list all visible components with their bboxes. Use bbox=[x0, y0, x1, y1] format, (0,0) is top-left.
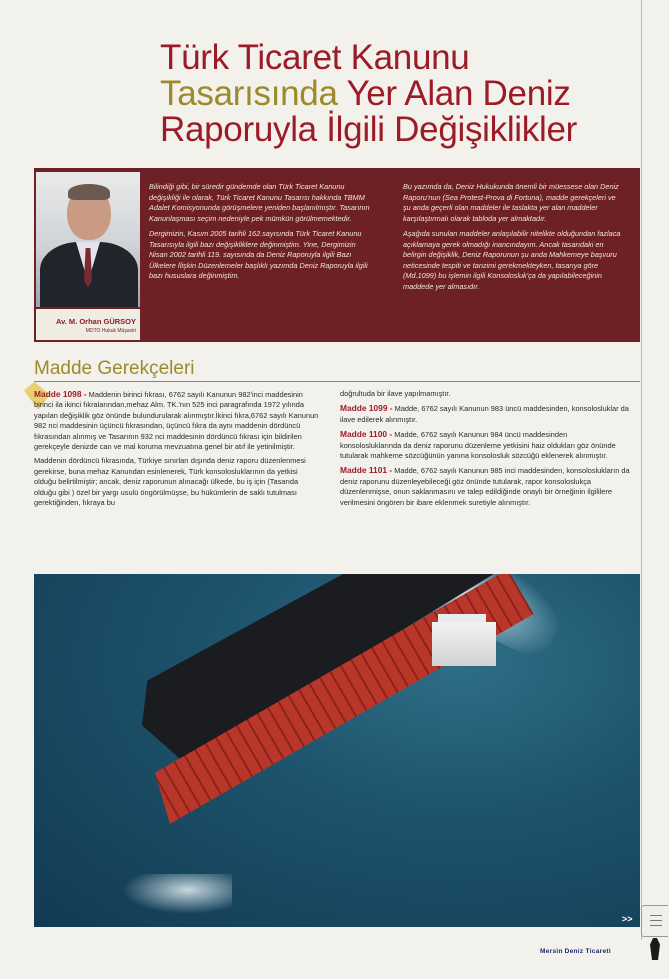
title-line-2 bbox=[160, 76, 630, 112]
page-corner-mark bbox=[650, 938, 660, 960]
article-title bbox=[160, 40, 630, 148]
side-tab-line bbox=[650, 915, 662, 916]
section-rule bbox=[34, 381, 640, 382]
intro-column-2 bbox=[403, 182, 625, 297]
author-hair bbox=[68, 184, 110, 200]
publication-name-b: Deniz Ticareti bbox=[564, 948, 611, 955]
title-line-1: Türk Ticaret Kanunu bbox=[160, 38, 470, 77]
author-name: Av. M. Orhan GÜRSOY bbox=[55, 317, 136, 326]
continue-marker: >> bbox=[622, 914, 633, 924]
article-text: Madde, 6762 sayılı Kanunun 985 inci maddesinden, konsoloslukların da deniz raporunu düzenleyebileceği göz önünde tutularak, rapor konsoloslukça düzenlenmişse, onun saklanmasını ve talep edildiğinde onaylı bir örneğinin ilgililere verilmesini öngören bir ibare eklenmek suretiyle alınmıştır. bbox=[340, 466, 630, 507]
section-heading: Madde Gerekçeleri bbox=[34, 358, 195, 379]
publication-name-a: Mersin bbox=[540, 948, 563, 955]
side-tab-line bbox=[650, 925, 662, 926]
article-paragraph: doğrultuda bir ilave yapılmamıştır. bbox=[340, 389, 451, 398]
intro-paragraph: Bilindiği gibi, bir süredir gündemde olan Türk Ticaret Kanunu değişikliği ile olarak, Türk Ticaret Kanunu Tasarısı hakkında TBMM Adalet Komisyonunda görüşmelere yeniden başlanılmıştır. Tasarının Kanunlaşması seçim nedeniyle pek mümkün görülmemektedir. bbox=[149, 182, 370, 223]
article-paragraph bbox=[34, 389, 320, 452]
bow-wave bbox=[122, 874, 232, 914]
article-number: Madde 1098 - bbox=[34, 389, 87, 399]
intro-column-1 bbox=[149, 182, 371, 287]
article-text: Madde, 6762 sayılı Kanunun 983 üncü maddesinden, konsolosluklar da ilave edilerek alınmıştır. bbox=[340, 404, 629, 424]
page-edge-rule bbox=[641, 0, 642, 940]
article-text: Maddenin birinci fıkrası, 6762 sayılı Kanunun 982'inci maddesinin birinci ila ikinci fıkralarından,mehaz Alm. TK.'nın 525 inci paragrafında 1972 yılında yapılan değişiklik göz önünde bulundurularak alınmıştır.İkinci fıkra,6762 sayılı Kanunun 982 nci maddesinin üçüncü fıkrasından, üçüncü fıkra da aynı maddenin dördüncü fıkrasından alınmış ve Tasarının 932 nci maddesinin dördüncü fıkrası için bildirilen gerekçeyle denizde can ve mal koruma mevzuatına genel bir atıf ile yetinilmiştir. bbox=[34, 390, 319, 452]
article-number: Madde 1100 - bbox=[340, 429, 393, 440]
article-paragraph bbox=[340, 403, 630, 425]
title-line-2a: Tasarısında bbox=[160, 74, 338, 113]
body-column-1 bbox=[34, 389, 320, 512]
container-ship-photo bbox=[34, 574, 640, 927]
body-column-2 bbox=[340, 389, 630, 512]
author-plate bbox=[36, 309, 140, 340]
author-role: MDTO Hukuk Müşaviri bbox=[85, 328, 136, 334]
article-number: Madde 1101 - bbox=[340, 465, 393, 476]
publication-footer bbox=[540, 948, 611, 955]
article-paragraph bbox=[340, 465, 630, 508]
intro-paragraph: Dergimizin, Kasım 2005 tarihli 162.sayısında Türk Ticaret Kanunu Tasarısıyla ilgili bazı değişikliklere değinmiştim. Yine, Dergimizin Nisan 2002 tarihli 119. sayısında da Deniz Raporuyla ilgili Bazı Ülkelere İlişkin Düzenlemeler başlıklı yazımda Deniz Raporuyla ilgili bazı hususlara değinmiştim. bbox=[149, 229, 368, 280]
article-paragraph: Maddenin dördüncü fıkrasında, Türkiye sınırları dışında deniz raporu düzenlenmesi gerekirse, buna mehaz Kanundan esinlenerek, Türk konsolosluklarının da yetkisi olduğu belirtilmiştir; ancak, deniz raporunun alınacağı ülkede, bu iş için (Tasarıda olduğu gibi ) özel bir yargı usulü öngörülmüşse, bu hükümlerin de saklı tutulması gerektiğinden, fıkraya bu bbox=[34, 456, 306, 508]
intro-paragraph: Aşağıda sunulan maddeler anlaşılabilir nitelikte olduğundan fazlaca açıklamaya gerek olmadığı inancındayım. Ancak tasarıdaki en belirgin değişiklik, Deniz Raporunun şu anda Mahkemeye başvuru neticesinde tespiti ve tanzimi gerekmekteyken, tasarıya göre (Md.1099) bu işlemin ilgili Konsolosluk'ça da yapılabileceğinin maddede yer almasıdır. bbox=[403, 229, 621, 291]
article-paragraph bbox=[340, 429, 630, 461]
article-number: Madde 1099 - bbox=[340, 403, 393, 414]
side-tab bbox=[641, 905, 668, 937]
author-photo bbox=[36, 172, 140, 307]
title-line-2b: Yer Alan Deniz bbox=[346, 74, 571, 113]
side-tab-line bbox=[650, 920, 662, 921]
title-line-3: Raporuyla İlgili Değişiklikler bbox=[160, 110, 577, 149]
article-text: Madde, 6762 sayılı Kanunun 984 üncü maddesinden konsolosluklarında da deniz raporunu düzenleme yetkisini haiz oldukları göz önünde tutularak mahkeme sözcüğünün yanına konsolosluk sözcüğü eklenerek alınmıştır. bbox=[340, 430, 616, 461]
intro-paragraph: Bu yazımda da, Deniz Hukukunda önemli bir müessese olan Deniz Raporu'nun (Sea Protest-Prova di Fortuna), madde gerekçeleri ve şu anda geçerli olan maddeler ile taslakta yer alan maddeler karşılaştırmalı olarak tabloda yer almaktadır. bbox=[403, 182, 619, 223]
ship-bridge bbox=[432, 622, 496, 666]
